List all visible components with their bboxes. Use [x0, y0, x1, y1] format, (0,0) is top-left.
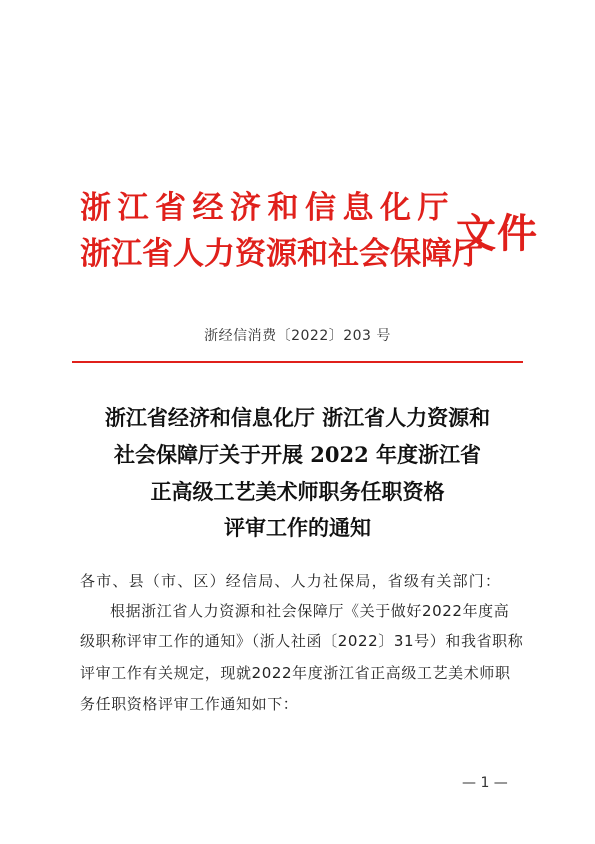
page-number: — 1 —: [462, 775, 508, 791]
issuer-human-resources-dept: 浙江省人力资源和社会保障厅: [80, 236, 483, 272]
title-line-3: 正高级工艺美术师职务任职资格: [150, 479, 445, 504]
paragraph-line-4: 务任职资格评审工作通知如下：: [80, 695, 299, 713]
salutation: 各市、县（市、区）经信局、人力社保局，省级有关部门：: [80, 572, 502, 590]
title-line-2: 社会保障厅关于开展 2022 年度浙江省: [113, 442, 482, 467]
paragraph-line-2: 级职称评审工作的通知》（浙人社函〔2022〕31号）和我省职称: [80, 632, 524, 650]
title-line-4: 评审工作的通知: [224, 515, 371, 540]
red-header: [80, 180, 540, 290]
paragraph-line-3: 评审工作有关规定，现就2022年度浙江省正高级工艺美术师职: [80, 664, 511, 682]
title-line-1: 浙江省经济和信息化厅 浙江省人力资源和: [104, 405, 491, 430]
document-suffix: 文件: [456, 210, 538, 257]
issuer-economy-info-dept: 浙江省经济和信息化厅: [80, 190, 455, 226]
red-separator-line: [72, 361, 523, 363]
paragraph-line-1: 根据浙江省人力资源和社会保障厅《关于做好2022年度高: [110, 602, 510, 620]
document-number: 浙经信消费〔2022〕203 号: [204, 328, 391, 344]
